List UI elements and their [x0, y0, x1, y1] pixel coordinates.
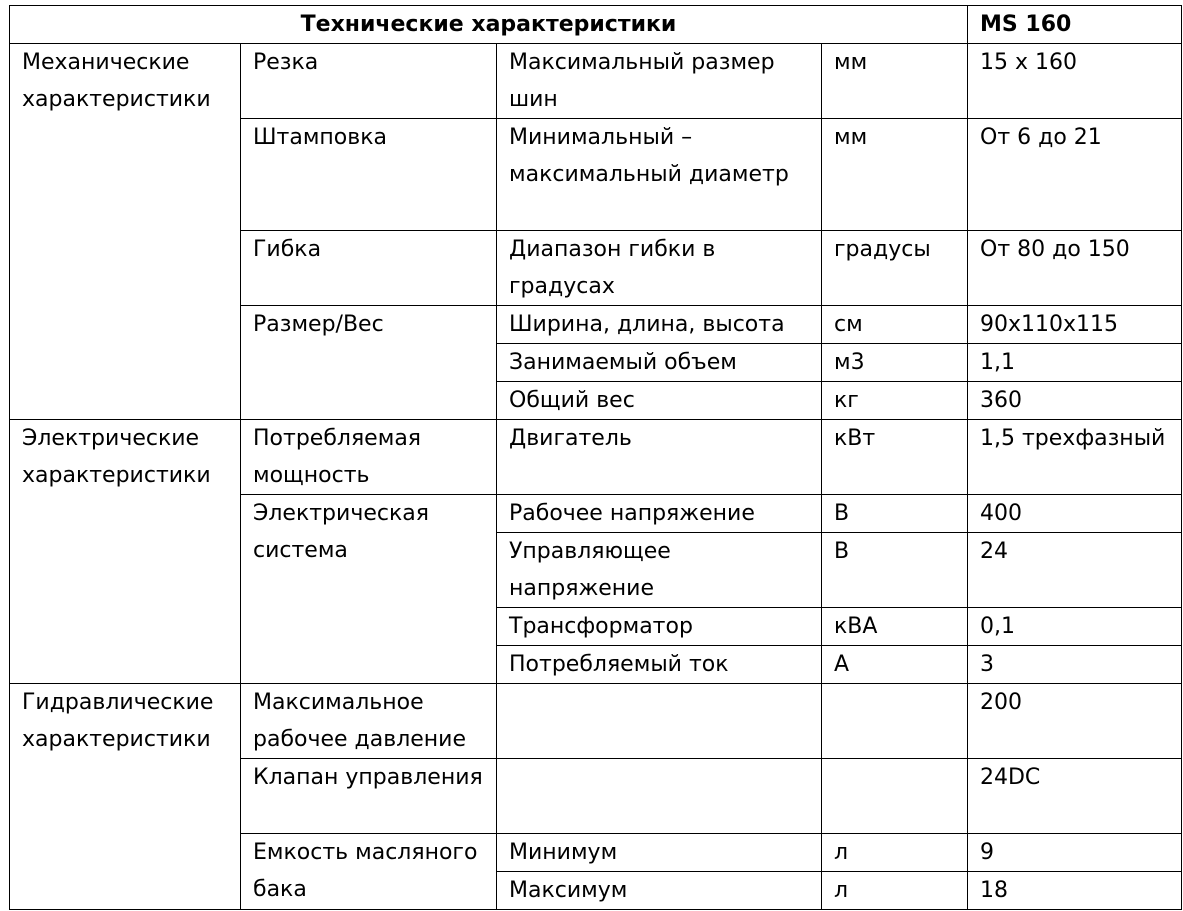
param-label: Диапазон гибки в градусах [497, 231, 822, 306]
value-cell: 24 [968, 533, 1182, 608]
value-cell: 360 [968, 382, 1182, 420]
unit-cell: кВА [822, 608, 968, 646]
table-row [10, 420, 1182, 495]
subgroup-label: Штамповка [241, 119, 497, 231]
subgroup-label: Размер/Вес [241, 306, 497, 420]
unit-cell: А [822, 646, 968, 684]
unit-cell: см [822, 306, 968, 344]
table-title: Технические характеристики [10, 6, 968, 44]
table-row [10, 44, 1182, 119]
subgroup-label: Емкость масляного бака [241, 834, 497, 910]
subgroup-label: Гибка [241, 231, 497, 306]
param-label: Управляющее напряжение [497, 533, 822, 608]
unit-cell: кВт [822, 420, 968, 495]
value-cell: От 6 до 21 [968, 119, 1182, 231]
unit-cell: мм [822, 119, 968, 231]
subgroup-label: Потребляемая мощность [241, 420, 497, 495]
param-label: Двигатель [497, 420, 822, 495]
param-label: Трансформатор [497, 608, 822, 646]
unit-cell [822, 759, 968, 834]
param-label: Максимальный размер шин [497, 44, 822, 119]
subgroup-label: Клапан управления [241, 759, 497, 834]
param-label: Максимум [497, 872, 822, 910]
param-label [497, 759, 822, 834]
param-label: Рабочее напряжение [497, 495, 822, 533]
unit-cell: мм [822, 44, 968, 119]
unit-cell: В [822, 495, 968, 533]
group-label: Гидравлические характеристики [10, 684, 241, 910]
param-label: Минимум [497, 834, 822, 872]
value-cell: 24DC [968, 759, 1182, 834]
model-name: MS 160 [968, 6, 1182, 44]
param-label [497, 684, 822, 759]
unit-cell: градусы [822, 231, 968, 306]
value-cell: 90x110x115 [968, 306, 1182, 344]
value-cell: 0,1 [968, 608, 1182, 646]
value-cell: От 80 до 150 [968, 231, 1182, 306]
param-label: Ширина, длина, высота [497, 306, 822, 344]
param-label: Занимаемый объем [497, 344, 822, 382]
value-cell: 200 [968, 684, 1182, 759]
value-cell: 15 х 160 [968, 44, 1182, 119]
value-cell: 1,1 [968, 344, 1182, 382]
value-cell: 18 [968, 872, 1182, 910]
value-cell: 9 [968, 834, 1182, 872]
value-cell: 3 [968, 646, 1182, 684]
param-label: Минимальный – максимальный диаметр [497, 119, 822, 231]
unit-cell: м3 [822, 344, 968, 382]
header-row [10, 6, 1182, 44]
subgroup-label: Резка [241, 44, 497, 119]
unit-cell [822, 684, 968, 759]
unit-cell: В [822, 533, 968, 608]
spec-table [9, 5, 1182, 910]
param-label: Общий вес [497, 382, 822, 420]
unit-cell: кг [822, 382, 968, 420]
value-cell: 1,5 трехфазный [968, 420, 1182, 495]
value-cell: 400 [968, 495, 1182, 533]
subgroup-label: Электрическая система [241, 495, 497, 684]
table-row [10, 684, 1182, 759]
group-label: Механические характеристики [10, 44, 241, 420]
param-label: Потребляемый ток [497, 646, 822, 684]
subgroup-label: Максимальное рабочее давление [241, 684, 497, 759]
group-label: Электрические характеристики [10, 420, 241, 684]
unit-cell: л [822, 834, 968, 872]
unit-cell: л [822, 872, 968, 910]
